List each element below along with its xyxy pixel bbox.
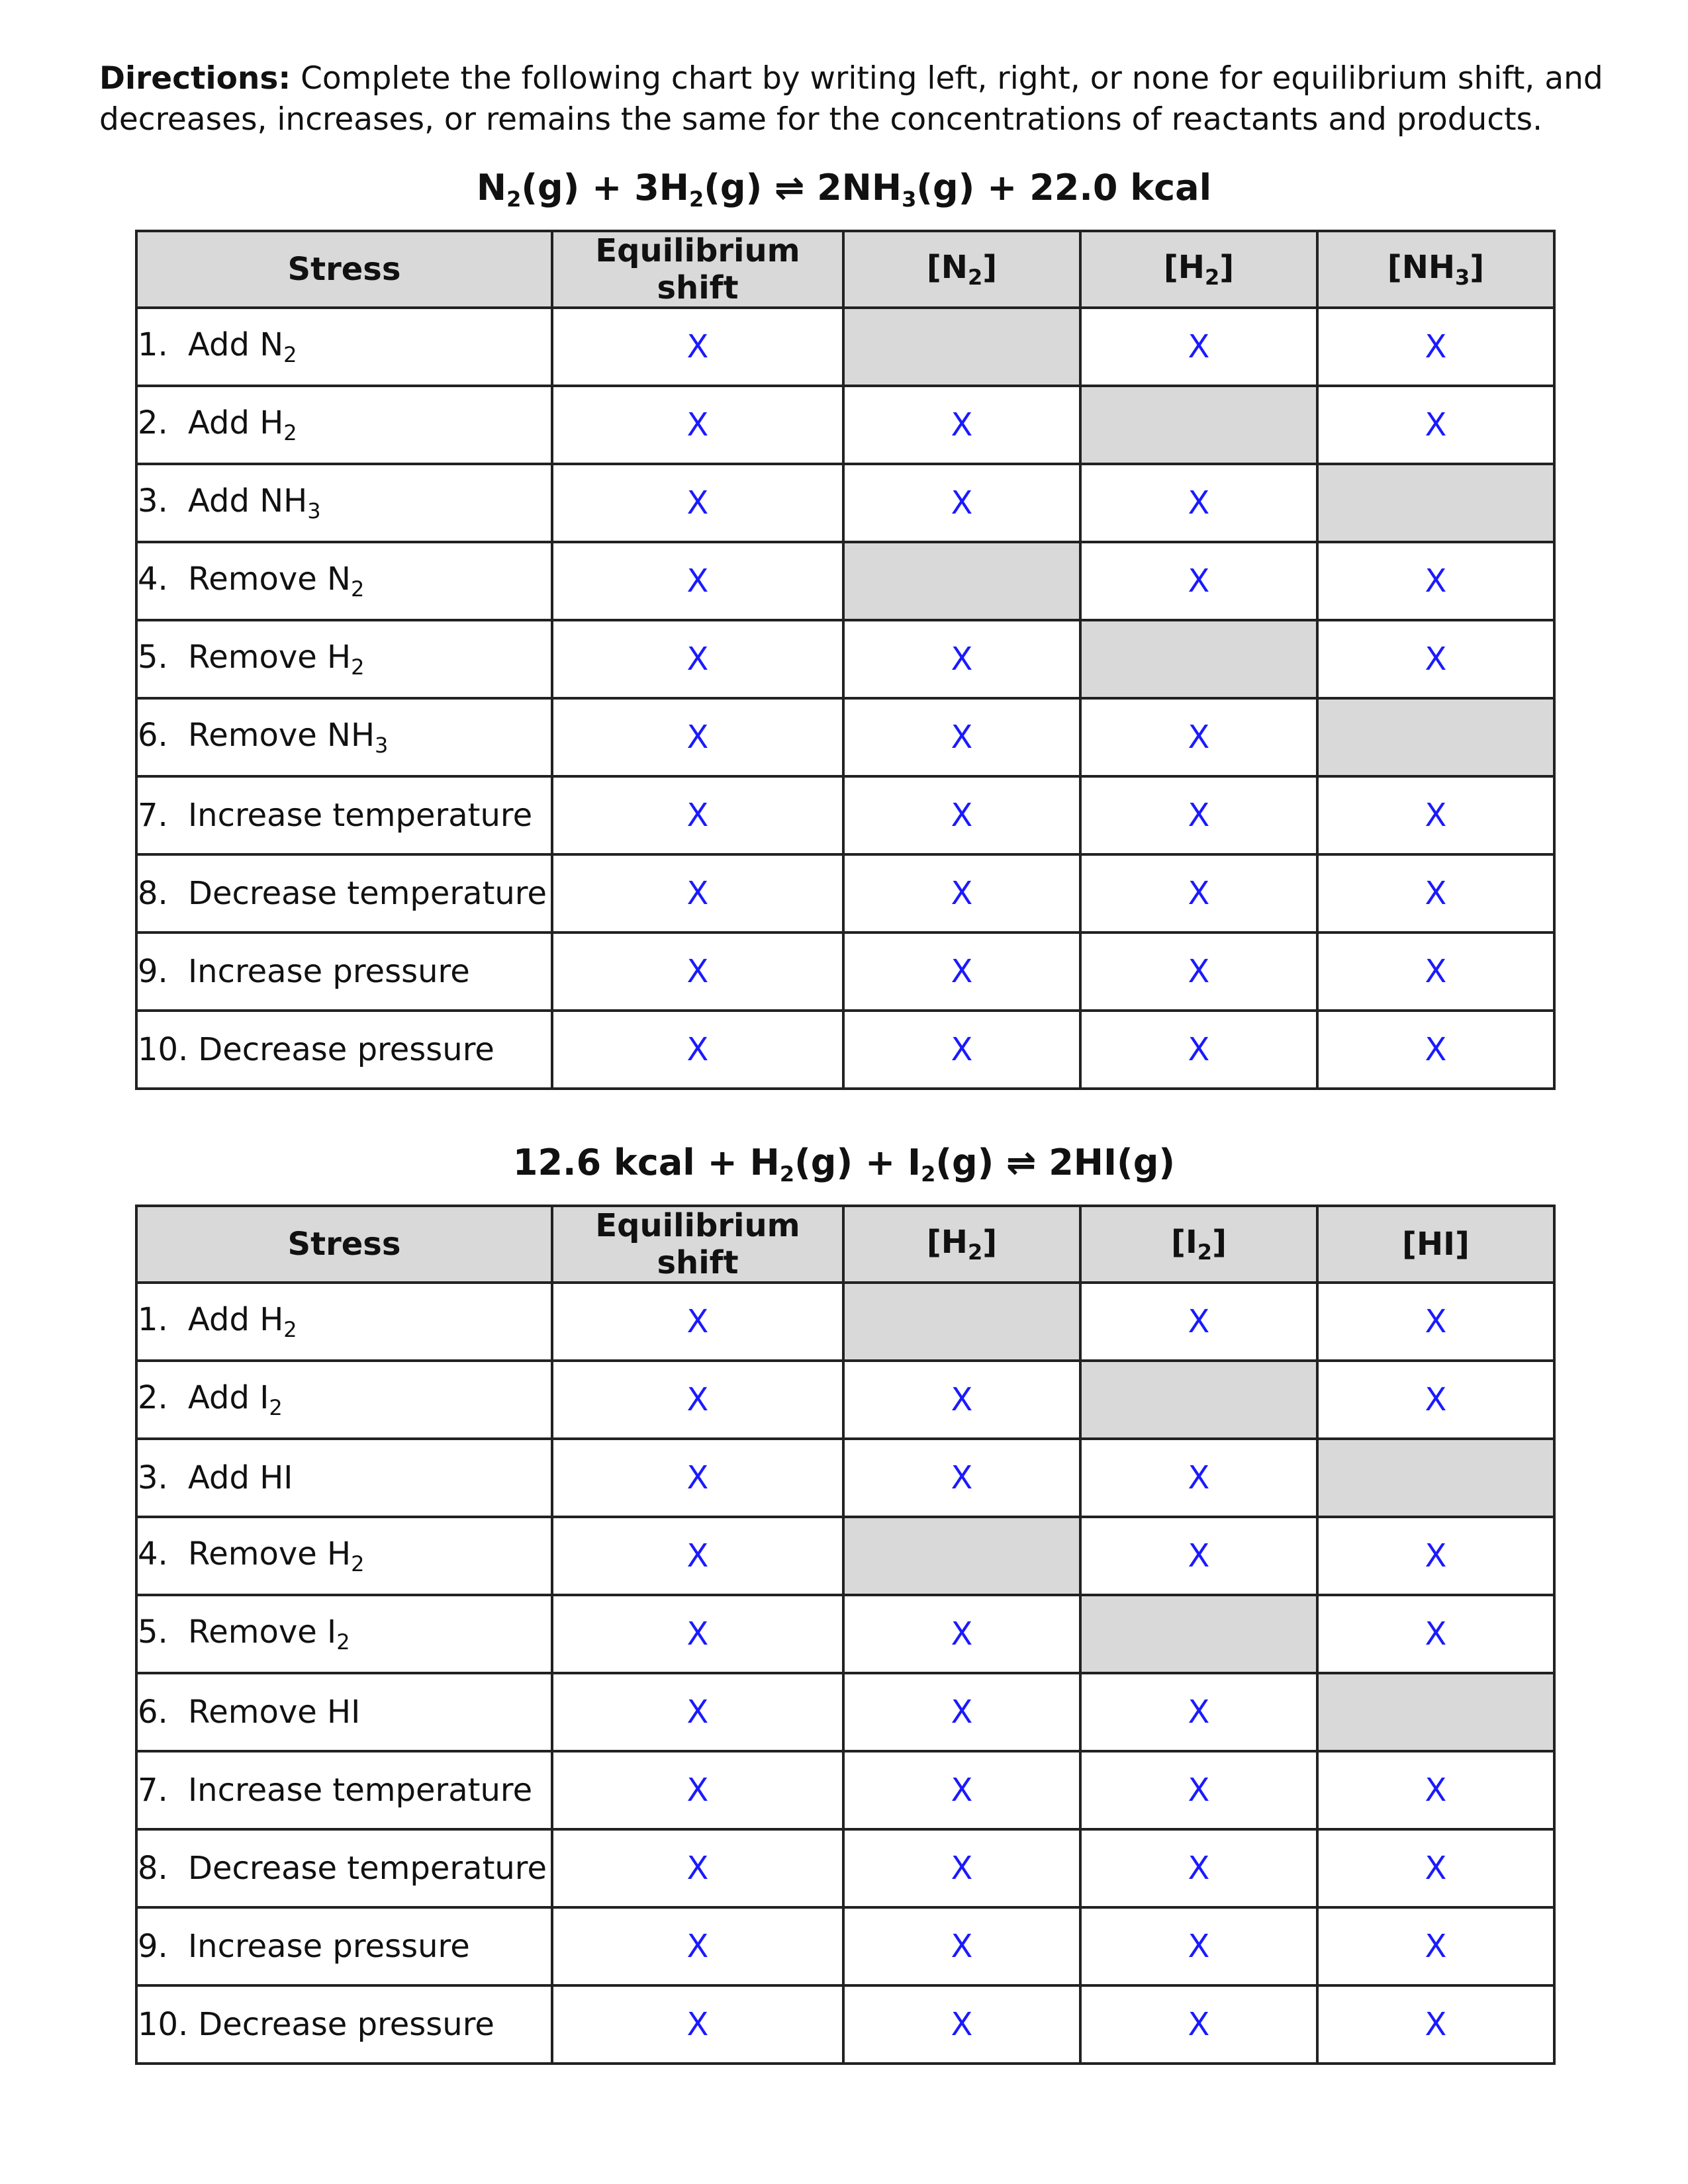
equilibrium-chart-ammonia	[135, 230, 1556, 1090]
answer-cell[interactable]: X	[843, 933, 1080, 1011]
answer-cell[interactable]: X	[1080, 464, 1317, 542]
answer-cell[interactable]: X	[843, 698, 1080, 776]
table-row	[136, 854, 1554, 933]
answer-cell[interactable]: X	[1080, 308, 1317, 386]
stress-cell: 8. Decrease temperature	[136, 1829, 552, 1907]
shaded-cell	[1080, 1361, 1317, 1439]
answer-cell[interactable]: X	[1080, 1985, 1317, 2064]
answer-cell[interactable]: X	[1080, 1907, 1317, 1985]
answer-cell[interactable]: X	[552, 1595, 843, 1673]
table-row	[136, 1985, 1554, 2064]
stress-cell: 9. Increase pressure	[136, 933, 552, 1011]
answer-cell[interactable]: X	[552, 1829, 843, 1907]
stress-cell: 3. Add $NH_3$	[136, 464, 552, 542]
header-stress: Stress	[136, 1206, 552, 1283]
answer-cell[interactable]: X	[1080, 1673, 1317, 1751]
answer-cell[interactable]: X	[1317, 1751, 1554, 1829]
answer-cell[interactable]: X	[552, 1517, 843, 1595]
table-row	[136, 1517, 1554, 1595]
answer-cell[interactable]: X	[1317, 1011, 1554, 1089]
header-h2: $[H_2]$	[1080, 231, 1317, 308]
answer-cell[interactable]: X	[1080, 1283, 1317, 1361]
answer-cell[interactable]: X	[552, 464, 843, 542]
stress-cell: 10. Decrease pressure	[136, 1011, 552, 1089]
equation-ammonia: $N_2(g) + 3H_2(g)$ ⇌ $2NH_3(g) + 22.0$ kcal	[476, 167, 1212, 212]
answer-cell[interactable]: X	[1317, 1907, 1554, 1985]
answer-cell[interactable]: X	[843, 1595, 1080, 1673]
table-row	[136, 386, 1554, 464]
shaded-cell	[1317, 1439, 1554, 1517]
header-n2: $[N_2]$	[843, 231, 1080, 308]
answer-cell[interactable]: X	[1317, 1283, 1554, 1361]
shaded-cell	[1080, 386, 1317, 464]
answer-cell[interactable]: X	[552, 1361, 843, 1439]
header-row	[136, 1206, 1554, 1283]
table-row	[136, 1011, 1554, 1089]
answer-cell[interactable]: X	[1080, 698, 1317, 776]
directions	[99, 58, 1622, 140]
table-row	[136, 1907, 1554, 1985]
answer-cell[interactable]: X	[843, 1673, 1080, 1751]
answer-cell[interactable]: X	[552, 854, 843, 933]
table-row	[136, 1829, 1554, 1907]
stress-cell: 1. Add $N_2$	[136, 308, 552, 386]
answer-cell[interactable]: X	[552, 386, 843, 464]
header-i2: $[I_2]$	[1080, 1206, 1317, 1283]
stress-cell: 2. Add $I_2$	[136, 1361, 552, 1439]
equilibrium-chart-hydrogen-iodide	[135, 1205, 1556, 2065]
stress-cell: 6. Remove $NH_3$	[136, 698, 552, 776]
answer-cell[interactable]: X	[843, 464, 1080, 542]
answer-cell[interactable]: X	[843, 386, 1080, 464]
answer-cell[interactable]: X	[552, 620, 843, 698]
table-row	[136, 1283, 1554, 1361]
answer-cell[interactable]: X	[1080, 1517, 1317, 1595]
header-nh3: $[NH_3]$	[1317, 231, 1554, 308]
stress-cell: 4. Remove $N_2$	[136, 542, 552, 620]
stress-cell: 4. Remove $H_2$	[136, 1517, 552, 1595]
answer-cell[interactable]: X	[1317, 386, 1554, 464]
stress-cell: 7. Increase temperature	[136, 1751, 552, 1829]
stress-cell: 8. Decrease temperature	[136, 854, 552, 933]
answer-cell[interactable]: X	[1080, 542, 1317, 620]
stress-cell: 6. Remove HI	[136, 1673, 552, 1751]
answer-cell[interactable]: X	[1317, 854, 1554, 933]
answer-cell[interactable]: X	[843, 620, 1080, 698]
stress-cell: 5. Remove $H_2$	[136, 620, 552, 698]
stress-cell: 9. Increase pressure	[136, 1907, 552, 1985]
answer-cell[interactable]: X	[552, 776, 843, 854]
answer-cell[interactable]: X	[1317, 933, 1554, 1011]
answer-cell[interactable]: X	[552, 1283, 843, 1361]
answer-cell[interactable]: X	[552, 542, 843, 620]
answer-cell[interactable]: X	[1317, 542, 1554, 620]
answer-cell[interactable]: X	[552, 933, 843, 1011]
shaded-cell	[1080, 1595, 1317, 1673]
header-equilibrium-shift: Equilibrium shift	[552, 231, 843, 308]
answer-cell[interactable]: X	[843, 776, 1080, 854]
stress-cell: 1. Add $H_2$	[136, 1283, 552, 1361]
answer-cell[interactable]: X	[1080, 776, 1317, 854]
answer-cell[interactable]: X	[552, 1439, 843, 1517]
answer-cell[interactable]: X	[1317, 308, 1554, 386]
answer-cell[interactable]: X	[552, 1673, 843, 1751]
shaded-cell	[1317, 1673, 1554, 1751]
table-row	[136, 1595, 1554, 1673]
table-row	[136, 542, 1554, 620]
header-row	[136, 231, 1554, 308]
table-row	[136, 698, 1554, 776]
answer-cell[interactable]: X	[843, 1361, 1080, 1439]
stress-cell: 3. Add HI	[136, 1439, 552, 1517]
directions-text: Complete the following chart by writing left, right, or none for equilibrium shift, and decreases, increases, or remains the same for the concentrations of reactants and products.	[99, 60, 1603, 138]
header-h2: $[H_2]$	[843, 1206, 1080, 1283]
table-row	[136, 776, 1554, 854]
header-hi: [HI]	[1317, 1206, 1554, 1283]
header-stress: Stress	[136, 231, 552, 308]
answer-cell[interactable]: X	[1080, 1829, 1317, 1907]
answer-cell[interactable]: X	[1080, 1011, 1317, 1089]
stress-cell: 7. Increase temperature	[136, 776, 552, 854]
shaded-cell	[1317, 698, 1554, 776]
answer-cell[interactable]: X	[1317, 1517, 1554, 1595]
answer-cell[interactable]: X	[552, 1985, 843, 2064]
table-row	[136, 308, 1554, 386]
answer-cell[interactable]: X	[552, 698, 843, 776]
table-row	[136, 1673, 1554, 1751]
equation-hydrogen-iodide: 12.6 kcal + $H_2(g) + I_2(g)$ ⇌ 2HI(g)	[512, 1142, 1176, 1187]
answer-cell[interactable]: X	[1080, 933, 1317, 1011]
answer-cell[interactable]: X	[1080, 1751, 1317, 1829]
answer-cell[interactable]: X	[1080, 1439, 1317, 1517]
answer-cell[interactable]: X	[843, 1907, 1080, 1985]
answer-cell[interactable]: X	[552, 308, 843, 386]
answer-cell[interactable]: X	[843, 1011, 1080, 1089]
answer-cell[interactable]: X	[1317, 1361, 1554, 1439]
answer-cell[interactable]: X	[1317, 620, 1554, 698]
answer-cell[interactable]: X	[843, 1829, 1080, 1907]
answer-cell[interactable]: X	[1317, 1985, 1554, 2064]
directions-label: Directions:	[99, 60, 291, 97]
answer-cell[interactable]: X	[552, 1751, 843, 1829]
table-row	[136, 1751, 1554, 1829]
answer-cell[interactable]: X	[843, 1751, 1080, 1829]
answer-cell[interactable]: X	[1080, 854, 1317, 933]
shaded-cell	[843, 1517, 1080, 1595]
table-row	[136, 464, 1554, 542]
table-row	[136, 933, 1554, 1011]
stress-cell: 5. Remove $I_2$	[136, 1595, 552, 1673]
shaded-cell	[1317, 464, 1554, 542]
answer-cell[interactable]: X	[843, 1985, 1080, 2064]
answer-cell[interactable]: X	[1317, 1829, 1554, 1907]
table-row	[136, 1361, 1554, 1439]
stress-cell: 10. Decrease pressure	[136, 1985, 552, 2064]
answer-cell[interactable]: X	[843, 854, 1080, 933]
shaded-cell	[843, 308, 1080, 386]
stress-cell: 2. Add $H_2$	[136, 386, 552, 464]
shaded-cell	[843, 542, 1080, 620]
table-row	[136, 620, 1554, 698]
answer-cell[interactable]: X	[1317, 776, 1554, 854]
answer-cell[interactable]: X	[552, 1011, 843, 1089]
table-row	[136, 1439, 1554, 1517]
answer-cell[interactable]: X	[552, 1907, 843, 1985]
answer-cell[interactable]: X	[843, 1439, 1080, 1517]
shaded-cell	[1080, 620, 1317, 698]
header-equilibrium-shift: Equilibrium shift	[552, 1206, 843, 1283]
answer-cell[interactable]: X	[1317, 1595, 1554, 1673]
shaded-cell	[843, 1283, 1080, 1361]
